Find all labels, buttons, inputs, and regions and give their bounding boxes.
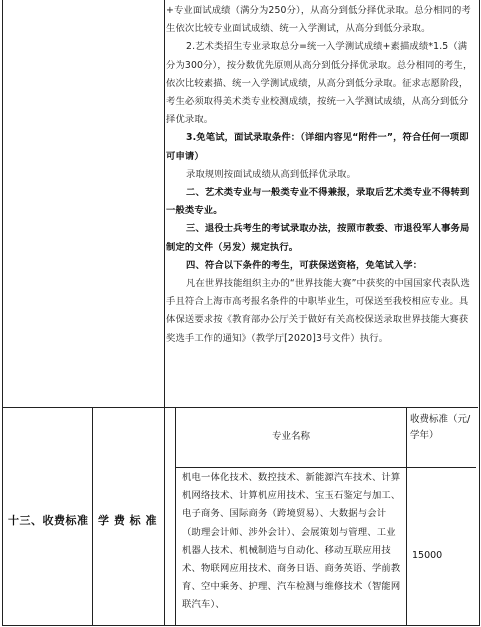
section-label-fees: 十三、收费标准 — [8, 514, 89, 527]
admission-rules-cell — [166, 2, 474, 348]
column-divider-left — [92, 408, 93, 625]
fee-header-divider — [176, 467, 476, 468]
fee-column-divider — [406, 408, 407, 625]
rule-paragraph-8: 凡在世界技能组织主办的“世界技能大赛”中获奖的中国国家代表队选手且符合上海市高考报名条件的中职毕业生，可保送至我校相应专业。具体保送要求按《教育部办公厅关于做好有关高校保送录取世界技能大赛获奖选手工作的通知》（教学厅[2020]3号文件）执行。 — [166, 278, 470, 344]
fee-value: 15000 — [412, 550, 443, 561]
rule-paragraph-5: 二、艺术类专业与一般类专业不得兼报，录取后艺术类专业不得转到一般类专业。 — [166, 187, 470, 217]
rule-paragraph-4: 录取规则按面试成绩从高到低择优录取。 — [186, 168, 357, 180]
rule-paragraph-1: +专业面试成绩（满分为250分），从高分到低分择优录取。总分相同的考生依次比较专业面试成绩、统一入学测试，从高分到低分录取。 — [166, 5, 471, 35]
rule-paragraph-6: 三、退役士兵考生的考试录取办法，按照市教委、市退役军人事务局制定的文件（另发）规定执行。 — [166, 223, 470, 253]
rule-paragraph-3: 3.免笔试，面试录取条件：（详细内容见“附件一”，符合任何一项即可申请） — [166, 132, 469, 162]
header-major-name: 专业名称 — [271, 431, 310, 442]
sub-label-tuition: 学 费 标 准 — [98, 514, 157, 527]
header-fee-standard: 收费标准（元/学年） — [410, 414, 471, 441]
column-divider-mid — [164, 0, 165, 625]
rule-paragraph-2: 2.艺术类招生专业录取总分=统一入学测试成绩+素描成绩*1.5（满分为300分），按分数优先原则从高分到低分择优录取。总分相同的考生，依次比较素描、统一入学测试成绩，从高分到低分录取。征求志愿阶段，考生必须取得美术类专业校测成绩，按统一入学测试成绩，从高分到低分择优录取。 — [166, 41, 473, 126]
rule-paragraph-7: 四、符合以下条件的考生，可获保送资格，免笔试入学： — [186, 259, 423, 271]
majors-list: 机电一体化技术、数控技术、新能源汽车技术、计算机网络技术、计算机应用技术、宝玉石鉴定与加工、电子商务、国际商务（跨境贸易）、大数据与会计（助理会计师、涉外会计）、会展策划与管理、工业机器人技术、机械制造与自动化、移动互联应用技术、物联网应用技术、商务日语、商务英语、学前教育、空中乘务、护理、汽车检测与维修技术（智能网联汽车）、 — [182, 472, 401, 611]
fee-table — [175, 408, 476, 625]
